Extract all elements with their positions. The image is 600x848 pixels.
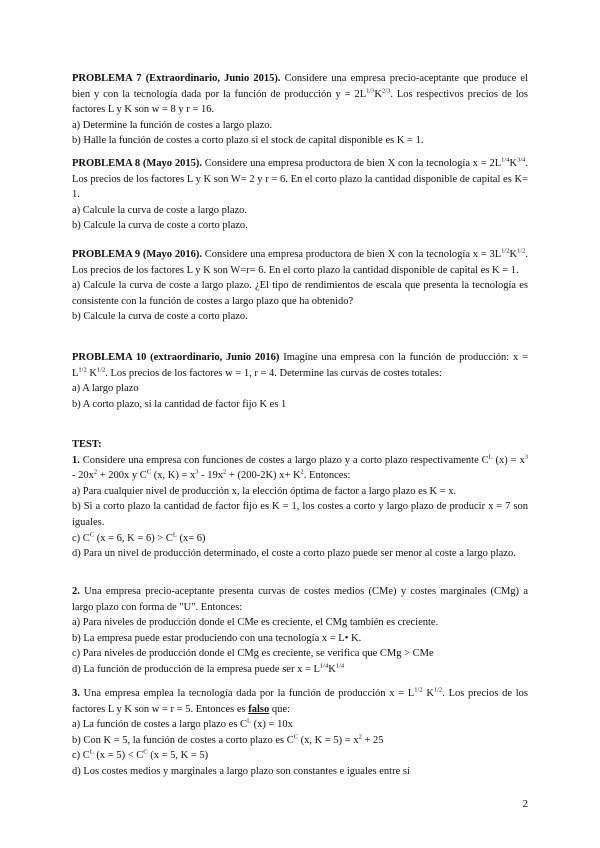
problem-9-statement: PROBLEMA 9 (Mayo 2016). Considere una empresa productora de bien X con la tecnología $x = 3L^{1/2}K^{1/2}$. Los precios de los factores L y K son W=r= 6. En el corto plazo la cantidad disponible de capital es K = 1. — [72, 247, 528, 276]
problem-8-statement: PROBLEMA 8 (Mayo 2015). Considere una empresa productora de bien X con la tecnología $x = 2L^{1/4}K^{3/4}$. Los precios de los factores L y K son W= 2 y r = 6. En el corto plazo la cantidad disponible de capital es K= 1. — [72, 156, 528, 201]
problem-9 — [72, 247, 528, 325]
test-heading: TEST: — [72, 439, 102, 450]
problem-9-heading: PROBLEMA 9 (Mayo 2016). — [72, 249, 202, 260]
test-q1-option-d: d) Para un nivel de producción determinado, el coste a corto plazo puede ser menor al coste a largo plazo. — [72, 548, 516, 560]
test-q3-stem: 3. Una empresa emplea la tecnología dada por la función de producción $x = L^{1/2}$ $K^{1/2}$. Los precios de los factores L y K son w = r = 5. Entonces es falso que: — [72, 686, 528, 715]
problem-7 — [72, 71, 528, 149]
problem-9-item-b: b) Calcule la curva de coste a corto plazo. — [72, 311, 248, 323]
problem-10-item-b: b) A corto plazo, si la cantidad de factor fijo K es 1 — [72, 398, 287, 410]
test-q2 — [72, 584, 528, 678]
problem-8-heading: PROBLEMA 8 (Mayo 2015). — [72, 158, 202, 169]
test-q3-option-d: d) Los costes medios y marginales a largo plazo son constantes e iguales entre sí — [72, 765, 410, 777]
page-number: 2 — [522, 798, 528, 810]
problem-7-heading: PROBLEMA 7 (Extraordinario, Junio 2015). — [72, 73, 281, 84]
test-q2-stem: 2. Una empresa precio-aceptante presenta curvas de costes medios (CMe) y costes marginales (CMg) a largo plazo con forma de "U". Entonces: — [72, 586, 528, 613]
problem-10-item-a: a) A largo plazo — [72, 383, 139, 395]
test-q1-option-c: c) $C^C$ (x = 6, $K = 6) > C^L$ (x= 6) — [72, 531, 206, 544]
test-section — [72, 437, 528, 562]
problem-8 — [72, 156, 528, 234]
test-q2-option-d: d) La función de producción de la empresa puede ser $x = L^{1/4}K^{1/4}$ — [72, 662, 345, 675]
problem-10-heading: PROBLEMA 10 (extraordinario, Junio 2016) — [72, 352, 280, 363]
problem-8-item-a: a) Calcule la curva de coste a largo plazo. — [72, 204, 248, 216]
problem-9-item-a: a) Calcule la curva de coste a largo plazo. ¿El tipo de rendimientos de escala que presenta la tecnología es consistente con la función de costes a largo plazo que ha obtenido? — [72, 280, 528, 307]
problem-7-item-a: a) Determine la función de costes a largo plazo. — [72, 119, 273, 131]
problem-10 — [72, 350, 528, 412]
test-q3-option-a: a) La función de costes a largo plazo es $C^L$ (x) = 10x — [72, 717, 293, 731]
test-q2-option-b: b) La empresa puede estar produciendo con una tecnología x = L• K. — [72, 632, 362, 644]
test-q1-stem: 1. Considere una empresa con funciones de costes a largo plazo y a corto plazo respectivamente $C^L$ $(x) = x^3 - 20x^2 + 200x$ y $C^C$ (x, $K) = x^3 - 19x^2 + (200-2K)$ $x+ K^2$. Entonces: — [72, 453, 528, 482]
problem-7-statement: PROBLEMA 7 (Extraordinario, Junio 2015). Considere una empresa precio-aceptante que produce el bien y con la tecnología dada por la función de producción $y = 2L^{1/3}K^{2/3}$. Los respectivos precios de los factores L y K son w = 8 y r = 16. — [72, 73, 529, 116]
test-q2-option-c: c) Para niveles de producción donde el CMg es creciente, se verifica que CMg > CMe — [72, 648, 434, 660]
test-q1-option-b: b) Si a corto plazo la cantidad de factor fijo es K = 1, los costes a corto y largo plazo de producir x = 7 son iguales. — [72, 501, 528, 528]
test-q3-option-c: c) $C^L$ $(x = 5) < C^C$ (x = 5, K = 5) — [72, 748, 209, 762]
test-q3-option-b: b) Con K = 5, la función de costes a corto plazo es $C^C$ (x, $K = 5) = x^2 + 25$ — [72, 733, 384, 746]
problem-8-item-b: b) Calcule la curva de coste a corto plazo. — [72, 220, 248, 232]
test-q1-option-a: a) Para cualquier nivel de producción x, la elección óptima de factor a largo plazo es K = x. — [72, 485, 457, 497]
problem-10-statement: PROBLEMA 10 (extraordinario, Junio 2016) Imagine una empresa con la función de producción: $x = L^{1/2}$ $K^{1/2}$. Los precios de los factores w = 1, r = 4. Determine las curvas de costes totales: — [72, 352, 528, 379]
problem-7-item-b: b) Halle la función de costes a corto plazo si el stock de capital disponible es K = 1. — [72, 135, 424, 147]
test-q2-option-a: a) Para niveles de producción donde el CMe es creciente, el CMg también es creciente. — [72, 617, 439, 629]
test-q3 — [72, 686, 528, 780]
falso-emphasis: falso — [248, 703, 270, 715]
